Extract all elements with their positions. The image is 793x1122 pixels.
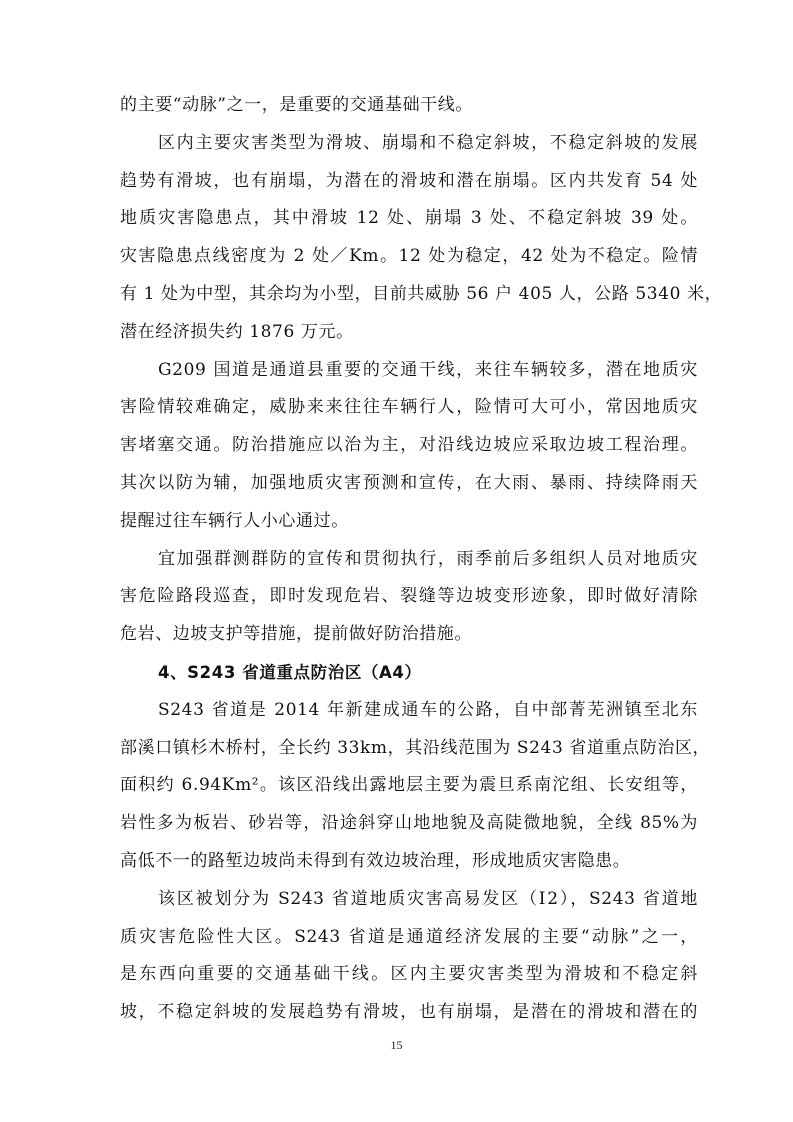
text-line: 区内主要灾害类型为滑坡、崩塌和不稳定斜坡，不稳定斜坡的发展 bbox=[158, 132, 698, 153]
body-text bbox=[120, 87, 723, 1032]
text-line: 害堵塞交通。防治措施应以治为主，对沿线边坡应采取边坡工程治理。 bbox=[120, 435, 698, 456]
text-line: 坡，不稳定斜坡的发展趋势有滑坡，也有崩塌，是潜在的滑坡和潜在的 bbox=[120, 1002, 698, 1023]
text-line: 危岩、边坡支护等措施，提前做好防治措施。 bbox=[120, 624, 472, 645]
text-line: 趋势有滑坡，也有崩塌，为潜在的滑坡和潜在崩塌。区内共发育 54 处 bbox=[120, 170, 698, 191]
text-line: 提醒过往车辆行人小心通过。 bbox=[120, 510, 349, 531]
text-line: 其次以防为辅，加强地质灾害预测和宣传，在大雨、暴雨、持续降雨天 bbox=[120, 472, 698, 493]
text-line: 质灾害危险性大区。S243 省道是通道经济发展的主要“动脉”之一， bbox=[120, 926, 698, 947]
text-line: G209 国道是通道县重要的交通干线，来往车辆较多，潜在地质灾 bbox=[158, 359, 698, 380]
text-line: S243 省道是 2014 年新建成通车的公路，自中部菁芜洲镇至北东 bbox=[158, 699, 698, 720]
section-heading: 4、S243 省道重点防治区（A4） bbox=[158, 662, 422, 682]
text-line: 潜在经济损失约 1876 万元。 bbox=[120, 321, 354, 342]
text-line: 面积约 6.94Km²。该区沿线出露地层主要为震旦系南沱组、长安组等， bbox=[120, 775, 698, 796]
text-line: 的主要“动脉”之一，是重要的交通基础干线。 bbox=[120, 95, 473, 115]
text-line: 害危险路段巡查，即时发现危岩、裂缝等边坡变形迹象，即时做好清除 bbox=[120, 586, 698, 607]
text-line: 岩性多为板岩、砂岩等，沿途斜穿山地地貌及高陡微地貌，全线 85%为 bbox=[120, 813, 698, 834]
text-line: 害险情较难确定，威胁来来往往车辆行人，险情可大可小，常因地质灾 bbox=[120, 397, 698, 418]
text-line: 是东西向重要的交通基础干线。区内主要灾害类型为滑坡和不稳定斜 bbox=[120, 964, 698, 985]
text-line: 有 1 处为中型，其余均为小型，目前共威胁 56 户 405 人，公路 5340 米， bbox=[120, 283, 723, 304]
text-line: 高低不一的路堑边坡尚未得到有效边坡治理，形成地质灾害隐患。 bbox=[120, 850, 631, 871]
text-line: 部溪口镇杉木桥村，全长约 33km，其沿线范围为 S243 省道重点防治区， bbox=[120, 737, 711, 758]
text-line: 灾害隐患点线密度为 2 处／Km。12 处为稳定，42 处为不稳定。险情 bbox=[120, 246, 698, 267]
text-line: 宜加强群测群防的宣传和贯彻执行，雨季前后多组织人员对地质灾 bbox=[158, 548, 698, 569]
page-number: 15 bbox=[390, 1038, 403, 1052]
text-line: 地质灾害隐患点，其中滑坡 12 处、崩塌 3 处、不稳定斜坡 39 处。 bbox=[120, 208, 698, 229]
text-line: 该区被划分为 S243 省道地质灾害高易发区（Ⅰ2），S243 省道地 bbox=[158, 888, 698, 909]
